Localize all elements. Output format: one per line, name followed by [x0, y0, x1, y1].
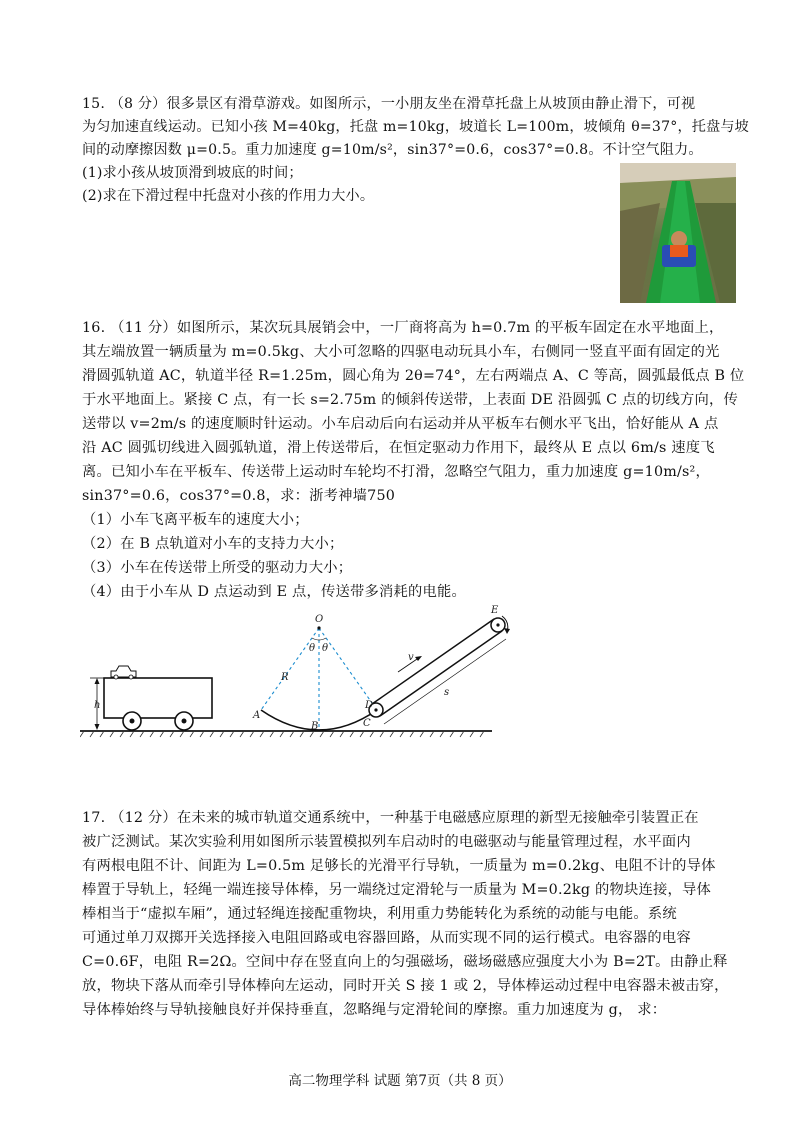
q16-subquestion: （4）由于小车从 D 点运动到 E 点，传送带多消耗的电能。: [82, 584, 466, 600]
label-v: v: [408, 652, 414, 663]
q17-line: 棒相当于“虚拟车厢”，通过轻绳连接配重物块，利用重力势能转化为系统的动能与电能。系统: [82, 906, 677, 922]
label-theta-right: θ: [322, 643, 329, 654]
q16-line: 离。已知小车在平板车、传送带上运动时车轮均不打滑，忽略空气阻力，重力加速度 g=10m/s²，: [82, 464, 710, 480]
flatbed-cart: [104, 678, 212, 730]
label-A: A: [253, 710, 261, 721]
q15-line: (2)求在下滑过程中托盘对小孩的作用力大小。: [82, 188, 375, 204]
q16-figure: [80, 600, 530, 750]
height-marker: [90, 678, 104, 730]
toy-car: [111, 666, 136, 679]
q17-line: 棒置于导轨上，轻绳一端连接导体棒，另一端绕过定滑轮与一质量为 M=0.2kg 的物块连接，导体: [82, 882, 711, 898]
q15-line: 15. （8 分）很多景区有滑草游戏。如图所示，一小朋友坐在滑草托盘上从坡顶由静止滑下，可视: [82, 96, 696, 112]
q17-line: 导体棒始终与导轨接触良好并保持垂直，忽略绳与定滑轮间的摩擦。重力加速度为 g， 求：: [82, 1002, 667, 1018]
q16-line: 16. （11 分）如图所示，某次玩具展销会中，一厂商将高为 h=0.7m 的平板车固定在水平地面上，: [82, 320, 724, 336]
label-C: C: [363, 718, 371, 729]
label-theta-left: θ: [309, 643, 316, 654]
q17-line: C=0.6F，电阻 R=2Ω。空间中存在竖直向上的匀强磁场，磁场磁感应强度大小为 B=2T。由静止释: [82, 954, 728, 970]
label-B: B: [311, 721, 319, 732]
q16-subquestion: （2）在 B 点轨道对小车的支持力大小；: [82, 536, 344, 552]
q16-line: 滑圆弧轨道 AC，轨道半径 R=1.25m，圆心角为 2θ=74°，左右两端点 A、C 等高，圆弧最低点 B 位: [82, 368, 745, 384]
arc-track: [252, 614, 377, 732]
q16-line: sin37°=0.6，cos37°=0.8，求：浙考神墙750: [82, 488, 396, 504]
label-D: D: [365, 700, 374, 711]
q17-line: 可通过单刀双掷开关选择接入电阻回路或电容器回路，从而实现不同的运行模式。电容器的电容: [82, 930, 691, 946]
label-s: s: [444, 687, 450, 698]
q15-line: (1)求小孩从坡顶滑到坡底的时间；: [82, 165, 303, 181]
q17-line: 被广泛测试。某次实验利用如图所示装置模拟列车启动时的电磁驱动与能量管理过程，水平面内: [82, 834, 691, 850]
q16-line: 送带以 v=2m/s 的速度顺时针运动。小车启动后向右运动并从平板车右侧水平飞出，恰好能从 A 点: [82, 416, 719, 432]
grass-slide-photo: [620, 163, 736, 303]
q16-line: 沿 AC 圆弧切线进入圆弧轨道，滑上传送带后，在恒定驱动力作用下，最终从 E 点以 6m/s 速度飞: [82, 440, 715, 456]
label-h: h: [94, 700, 101, 711]
q16-line: 于水平地面上。紧接 C 点，有一长 s=2.75m 的倾斜传送带，上表面 DE 沿圆弧 C 点的切线方向，传: [82, 392, 739, 408]
label-O: O: [315, 614, 324, 625]
q16-line: 其左端放置一辆质量为 m=0.5kg、大小可忽略的四驱电动玩具小车，右侧同一竖直平面有固定的光: [82, 344, 720, 360]
ground: [80, 731, 492, 737]
conveyor-belt: [364, 605, 510, 724]
q17-line: 有两根电阻不计、间距为 L=0.5m 足够长的光滑平行导轨，一质量为 m=0.2kg、电阻不计的导体: [82, 858, 716, 874]
q17-line: 17. （12 分）在未来的城市轨道交通系统中，一种基于电磁感应原理的新型无接触牵引装置正在: [82, 810, 699, 826]
q17-line: 放，物块下落从而牵引导体棒向左运动，同时开关 S 接 1 或 2，导体棒运动过程中电容器未被击穿，: [82, 978, 729, 994]
label-E: E: [491, 605, 499, 616]
q16-subquestion: （3）小车在传送带上所受的驱动力大小；: [82, 560, 353, 576]
page-footer: 高二物理学科 试题 第7页（共 8 页）: [288, 1073, 512, 1089]
q16-subquestion: （1）小车飞离平板车的速度大小；: [82, 512, 309, 528]
label-R: R: [281, 672, 289, 683]
q15-line: 为匀加速直线运动。已知小孩 M=40kg，托盘 m=10kg，坡道长 L=100m，坡倾角 θ=37°，托盘与坡: [82, 119, 749, 135]
q15-line: 间的动摩擦因数 μ=0.5。重力加速度 g=10m/s²，sin37°=0.6，cos37°=0.8。不计空气阻力。: [82, 142, 703, 158]
